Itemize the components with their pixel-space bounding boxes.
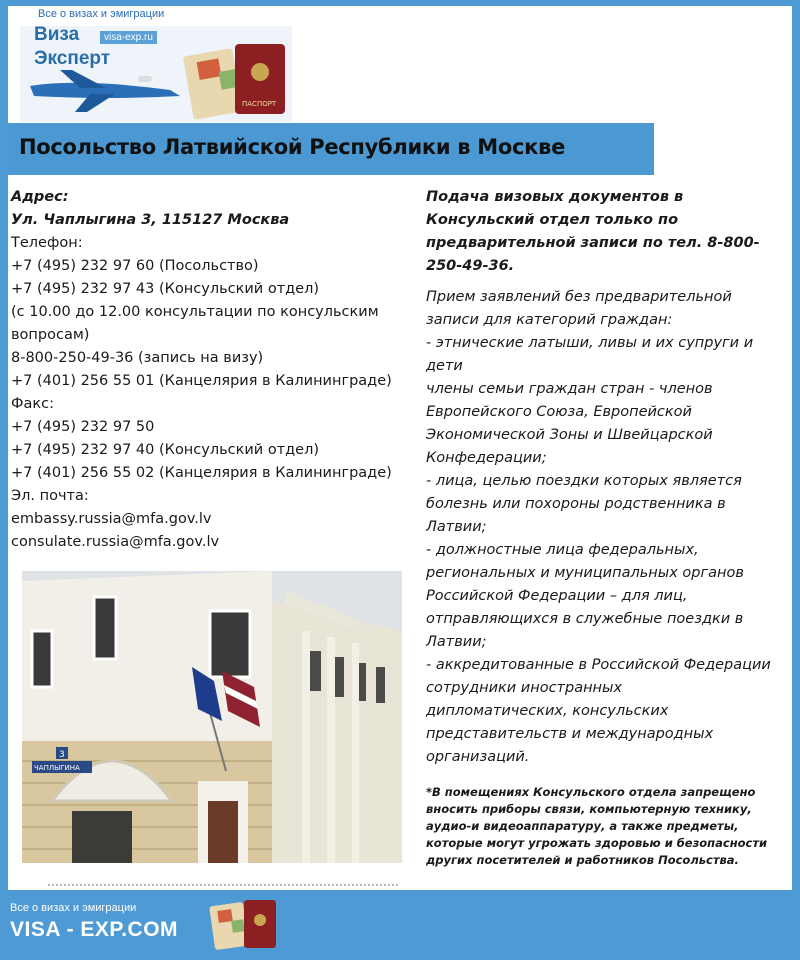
info-line: - этнические латыши, ливы и их супруги и — [426, 335, 754, 351]
email-label: Эл. почта: — [11, 488, 89, 504]
logo-name-line1: Виза — [34, 24, 80, 45]
embassy-building-photo — [22, 571, 402, 863]
title-bar — [8, 123, 654, 175]
phone-line[interactable]: +7 (495) 232 97 60 (Посольство) — [11, 258, 259, 274]
fax-line: +7 (495) 232 97 40 (Консульский отдел) — [11, 442, 320, 458]
info-line: организаций. — [426, 749, 530, 765]
info-line: Конфедерации; — [426, 450, 547, 466]
info-line: представительств и международных — [426, 726, 714, 742]
street-sign: ЧАПЛЫГИНА — [34, 764, 80, 772]
info-line: отправляющихся в служебные поездки в — [426, 611, 744, 627]
header-tagline: Все о визах и эмиграции — [38, 8, 165, 20]
info-line: - должностные лица федеральных, — [426, 542, 699, 558]
info-line: - аккредитованные в Российской Федерации — [426, 657, 771, 673]
info-line: Латвии; — [426, 519, 487, 535]
address-value: Ул. Чаплыгина 3, 115127 Москва — [11, 212, 290, 228]
note-line: которые могут угрожать здоровью и безопасности — [426, 836, 768, 850]
passport-label: ПАСПОРТ — [242, 100, 277, 108]
footer-tagline: Все о визах и эмиграции — [10, 902, 137, 914]
info-line: члены семьи граждан стран - членов — [426, 381, 713, 397]
note-line: *В помещениях Консульского отдела запрещено — [426, 785, 756, 799]
footer-brand: VISA - EXP.COM — [10, 918, 179, 941]
appointment-notice: Подача визовых документов в Консульский отдел только по предварительной записи по тел. 8-800-250-49-36. — [426, 189, 760, 274]
content-card — [8, 6, 792, 890]
visa-info-section — [426, 186, 792, 867]
info-line: региональных и муниципальных органов — [426, 565, 744, 581]
embassy-building-illustration — [22, 571, 402, 863]
fax-line: +7 (401) 256 55 02 (Канцелярия в Калининграде) — [11, 465, 392, 481]
info-line: записи для категорий граждан: — [426, 312, 673, 328]
fax-label: Факс: — [11, 396, 54, 412]
email-link[interactable]: embassy.russia@mfa.gov.lv — [11, 511, 212, 527]
info-line: Европейского Союза, Европейской — [426, 404, 692, 420]
passport-icon — [208, 896, 280, 952]
page-title: Посольство Латвийской Республики в Москве — [19, 135, 566, 159]
phone-line[interactable]: +7 (401) 256 55 01 (Канцелярия в Калининграде) — [11, 373, 392, 389]
info-line: Экономической Зоны и Швейцарской — [426, 427, 713, 443]
phone-note: (с 10.00 до 12.00 консультации по консульским — [11, 304, 379, 320]
fax-line: +7 (495) 232 97 50 — [11, 419, 155, 435]
info-line: дипломатических, консульских — [426, 703, 669, 719]
contacts-section — [11, 186, 411, 554]
info-line: Прием заявлений без предварительной — [426, 289, 732, 305]
phone-line[interactable]: +7 (495) 232 97 43 (Консульский отдел) — [11, 281, 320, 297]
info-line: Российской Федерации – для лиц, — [426, 588, 688, 604]
address-label: Адрес: — [11, 189, 69, 205]
footer-logo[interactable] — [10, 900, 280, 956]
info-line: сотрудники иностранных — [426, 680, 623, 696]
divider — [48, 884, 398, 888]
info-line: дети — [426, 358, 463, 374]
house-number: 3 — [59, 750, 65, 760]
phone-label: Телефон: — [11, 235, 83, 251]
phone-note: вопросам) — [11, 327, 90, 343]
email-link[interactable]: consulate.russia@mfa.gov.lv — [11, 534, 220, 550]
site-logo[interactable] — [20, 6, 292, 122]
logo-url: visa-exp.ru — [100, 31, 157, 44]
logo-name-line2: Эксперт — [34, 48, 111, 69]
note-line: аудио-и видеоаппаратуру, а также предметы, — [426, 819, 739, 833]
consulate-restriction-note — [426, 784, 792, 869]
info-line: Латвии; — [426, 634, 487, 650]
note-line: вносить приборы связи, компьютерную технику, — [426, 802, 752, 816]
phone-line[interactable]: 8-800-250-49-36 (запись на визу) — [11, 350, 264, 366]
note-line: других посетителей и работников Посольства. — [426, 853, 739, 867]
info-line: болезнь или похороны родственника в — [426, 496, 726, 512]
info-line: - лица, целью поездки которых является — [426, 473, 742, 489]
